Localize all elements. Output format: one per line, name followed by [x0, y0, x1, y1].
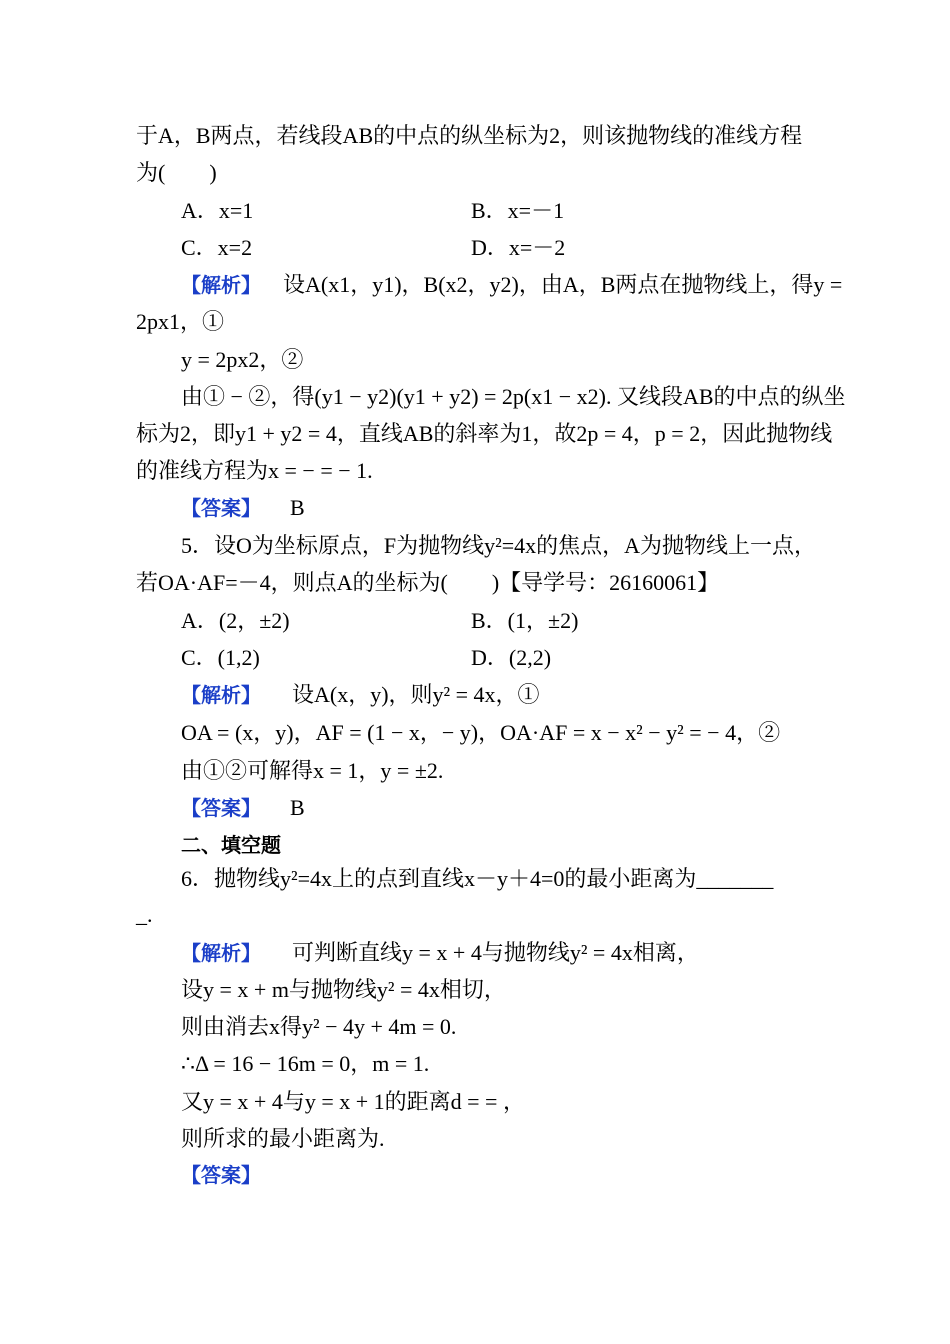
text-line: 标为2，即y1 + y2 = 4，直线AB的斜率为1，故2p = 4，p = 2，因此抛物线: [136, 421, 833, 446]
text-line: 于A，B两点，若线段AB的中点的纵坐标为2，则该抛物线的准线方程: [136, 123, 803, 148]
option-a: A．(2，±2): [181, 608, 290, 633]
analysis-label: 【解析】: [181, 941, 261, 965]
text-line: 设A(x，y)，则y² = 4x，①: [292, 682, 540, 707]
text-line: 设y = x + m与抛物线y² = 4x相切，: [181, 977, 506, 1002]
text-line: 为( ): [136, 160, 217, 185]
text-line: y = 2px2，②: [181, 347, 304, 372]
answer-value: B: [290, 495, 305, 520]
option-c: C．(1,2): [181, 645, 260, 670]
section-heading: 二、填空题: [181, 833, 281, 857]
text-line: 设A(x1，y1)，B(x2，y2)，由A，B两点在抛物线上，得y =: [283, 272, 843, 297]
option-b: B．(1，±2): [471, 608, 579, 633]
option-d: D．x=－2: [471, 235, 566, 260]
text-line: 可判断直线y = x + 4与抛物线y² = 4x相离，: [292, 940, 699, 965]
answer-label: 【答案】: [181, 496, 261, 520]
analysis-label: 【解析】: [181, 683, 261, 707]
answer-label: 【答案】: [181, 1163, 261, 1187]
text-line: 则由消去x得y² − 4y + 4m = 0.: [181, 1014, 457, 1039]
analysis-label: 【解析】: [181, 273, 261, 297]
text-line: 又y = x + 4与y = x + 1的距离d = = ，: [181, 1089, 525, 1114]
text-line: 由① − ②，得(y1 − y2)(y1 + y2) = 2p(x1 − x2). 又线段AB的中点的纵坐: [181, 384, 846, 409]
question-6: 6．抛物线y²=4x上的点到直线x－y＋4=0的最小距离为_______: [181, 866, 774, 891]
text-line: 则所求的最小距离为.: [181, 1126, 385, 1151]
text-line: OA = (x，y)，AF = (1 − x，− y)，OA·AF = x − x² − y² = − 4，②: [181, 720, 781, 745]
option-d: D．(2,2): [471, 645, 552, 670]
answer-value: B: [290, 795, 305, 820]
option-b: B．x=－1: [471, 198, 565, 223]
text-line: ∴Δ = 16 − 16m = 0，m = 1.: [181, 1051, 430, 1076]
option-c: C．x=2: [181, 235, 253, 260]
option-a: A．x=1: [181, 198, 254, 223]
text-line: _.: [136, 902, 153, 927]
question-5: 5．设O为坐标原点，F为抛物线y²=4x的焦点，A为抛物线上一点，: [181, 533, 817, 558]
text-line: 由①②可解得x = 1，y = ±2.: [181, 758, 444, 783]
text-line: 的准线方程为x = − = − 1.: [136, 458, 373, 483]
answer-label: 【答案】: [181, 796, 261, 820]
text-line: 2px1，①: [136, 309, 225, 334]
text-line: 若OA·AF=－4，则点A的坐标为( )【导学号：26160061】: [136, 570, 720, 595]
